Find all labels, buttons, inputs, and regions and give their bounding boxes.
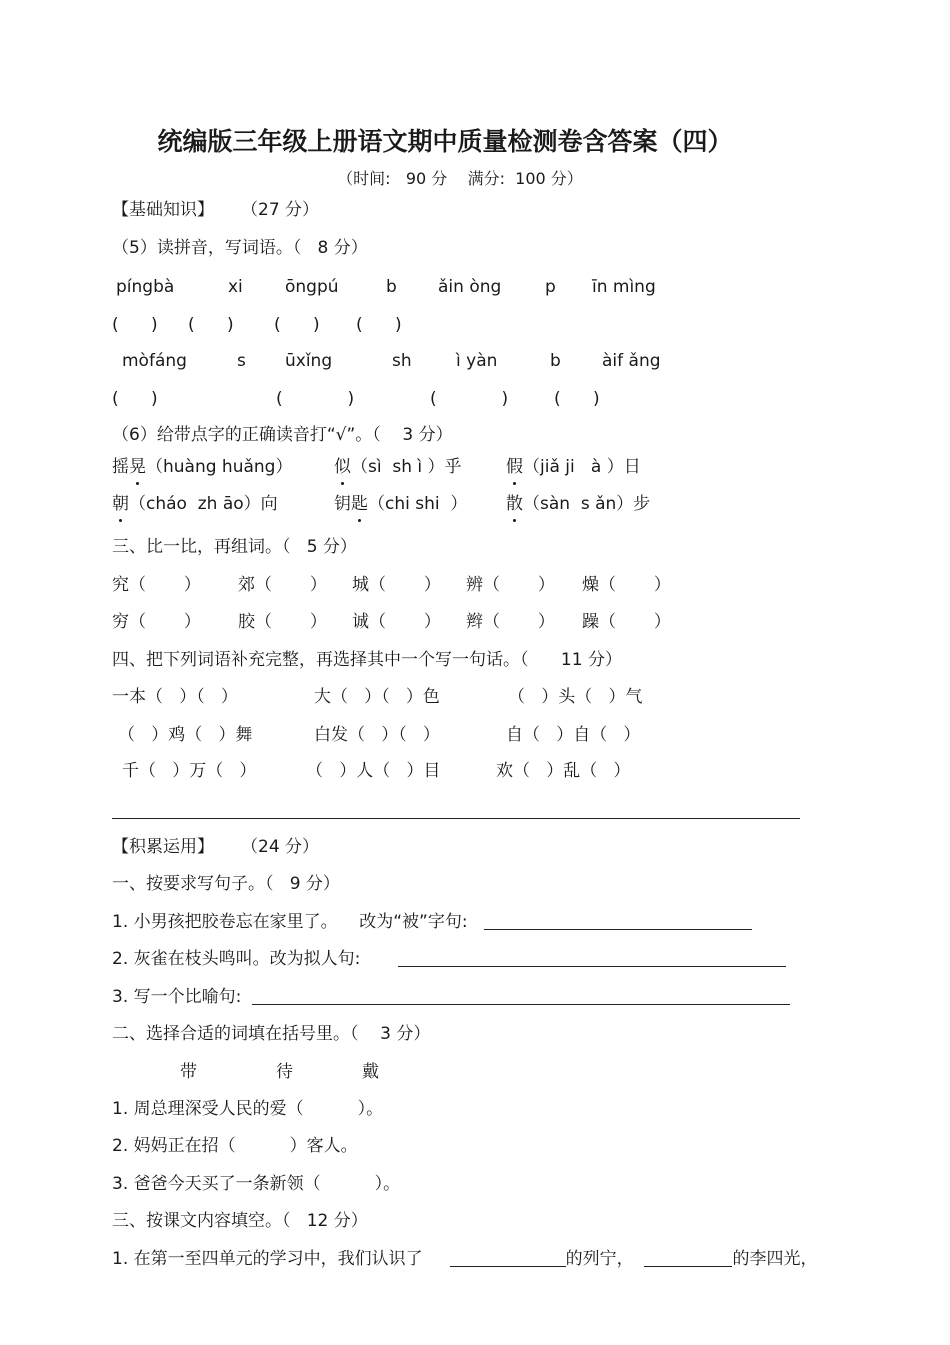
fill-item-1: 1. 在第一至四单元的学习中，我们认识了 的列宁， 的李四光， bbox=[112, 1249, 818, 1269]
answer-line[interactable] bbox=[450, 1248, 566, 1267]
answer-line[interactable] bbox=[644, 1248, 732, 1267]
pinyin-text: p bbox=[545, 277, 556, 297]
answer-blank[interactable]: ( ) bbox=[274, 315, 320, 335]
question-idiom-label: 四、把下列词语补充完整，再选择其中一个写一句话。（ 11 分） bbox=[112, 650, 622, 670]
compare-item[interactable]: 城（ ） bbox=[352, 575, 441, 595]
pinyin-text: mòfáng bbox=[122, 351, 187, 371]
idiom-item[interactable]: （ ）头（ ）气 bbox=[508, 687, 643, 707]
answer-blank[interactable]: ( ) bbox=[188, 315, 234, 335]
question-pinyin-label: （5）读拼音，写词语。（ 8 分） bbox=[112, 238, 368, 258]
section-basic-knowledge-header: 【基础知识】 （27 分） bbox=[112, 200, 320, 220]
compare-item[interactable]: 躁（ ） bbox=[582, 612, 671, 632]
compare-item[interactable]: 诚（ ） bbox=[352, 612, 441, 632]
pinyin-text: īn mìng bbox=[592, 277, 656, 297]
idiom-item[interactable]: 大（ ）（ ）色 bbox=[314, 687, 440, 707]
choice-word: 戴 bbox=[362, 1062, 379, 1082]
pinyin-text: ǎin òng bbox=[438, 277, 502, 297]
dotted-character: 似 bbox=[334, 457, 351, 477]
answer-blank[interactable]: ( ) bbox=[112, 315, 158, 335]
pinyin-text: sh bbox=[392, 351, 412, 371]
compare-item[interactable]: 穷（ ） bbox=[112, 612, 201, 632]
sentence-item-2: 2. 灰雀在枝头鸣叫。改为拟人句: bbox=[112, 947, 786, 971]
page-title: 统编版三年级上册语文期中质量检测卷含答案（四） bbox=[157, 127, 733, 156]
compare-item[interactable]: 燥（ ） bbox=[582, 575, 671, 595]
choice-word: 带 bbox=[180, 1062, 197, 1082]
answer-line[interactable] bbox=[398, 948, 786, 967]
pinyin-text: ūxǐng bbox=[285, 351, 333, 371]
sentence-item-3: 3. 写一个比喻句: bbox=[112, 985, 790, 1009]
compare-item[interactable]: 胶（ ） bbox=[238, 612, 327, 632]
section-application-header: 【积累运用】 （24 分） bbox=[112, 837, 320, 857]
idiom-item[interactable]: 一本（ ）（ ） bbox=[112, 687, 238, 707]
compare-item[interactable]: 辨（ ） bbox=[466, 575, 555, 595]
answer-line[interactable] bbox=[484, 911, 752, 930]
compare-item[interactable]: 究（ ） bbox=[112, 575, 201, 595]
dotted-character: 晃 bbox=[129, 457, 146, 477]
pinyin-text: ōngpú bbox=[285, 277, 339, 297]
sentence-item-1: 1. 小男孩把胶卷忘在家里了。 改为“被”字句: bbox=[112, 910, 752, 934]
dotted-character: 朝 bbox=[112, 494, 129, 514]
pinyin-text: b bbox=[386, 277, 397, 297]
answer-blank[interactable]: ( ) bbox=[112, 389, 158, 409]
pronunciation-item[interactable]: 摇晃（huàng huǎng） bbox=[112, 457, 293, 477]
pinyin-text: ì yàn bbox=[456, 351, 498, 371]
idiom-item[interactable]: 千（ ）万（ ） bbox=[122, 761, 257, 781]
choose-item-2[interactable]: 2. 妈妈正在招（ ）客人。 bbox=[112, 1136, 358, 1156]
idiom-item[interactable]: 自（ ）自（ ） bbox=[506, 725, 641, 745]
idiom-item[interactable]: （ ）鸡（ ）舞 bbox=[118, 725, 253, 745]
pinyin-text: xi bbox=[228, 277, 243, 297]
answer-blank[interactable]: ( ) bbox=[276, 389, 355, 409]
question-choose-label: 二、选择合适的词填在括号里。（ 3 分） bbox=[112, 1024, 431, 1044]
pronunciation-item[interactable]: 钥匙（chi shi ） bbox=[334, 494, 468, 514]
pronunciation-item[interactable]: 假（jiǎ ji à ）日 bbox=[506, 457, 641, 477]
dotted-character: 匙 bbox=[351, 494, 368, 514]
choose-item-3[interactable]: 3. 爸爸今天买了一条新领（ ）。 bbox=[112, 1174, 401, 1194]
question-pronunciation-label: （6）给带点字的正确读音打“√”。（ 3 分） bbox=[112, 425, 453, 445]
answer-blank[interactable]: ( ) bbox=[356, 315, 402, 335]
idiom-item[interactable]: 白发（ ）（ ） bbox=[314, 725, 440, 745]
answer-line[interactable] bbox=[252, 986, 790, 1005]
question-compare-label: 三、比一比，再组词。（ 5 分） bbox=[112, 537, 357, 557]
exam-time-score: （时间: 90 分 满分: 100 分） bbox=[337, 169, 583, 188]
compare-item[interactable]: 辫（ ） bbox=[466, 612, 555, 632]
dotted-character: 假 bbox=[506, 457, 523, 477]
pronunciation-item[interactable]: 散（sàn s ǎn）步 bbox=[506, 494, 651, 514]
pronunciation-item[interactable]: 似（sì sh ì ）乎 bbox=[334, 457, 462, 477]
answer-blank[interactable]: ( ) bbox=[430, 389, 509, 409]
pronunciation-item[interactable]: 朝（cháo zh āo）向 bbox=[112, 494, 278, 514]
choose-item-1[interactable]: 1. 周总理深受人民的爱（ ）。 bbox=[112, 1099, 384, 1119]
idiom-item[interactable]: （ ）人（ ）目 bbox=[306, 761, 441, 781]
choice-word: 待 bbox=[276, 1062, 293, 1082]
idiom-item[interactable]: 欢（ ）乱（ ） bbox=[496, 761, 631, 781]
pinyin-text: àif ǎng bbox=[602, 351, 661, 371]
sentence-answer-line[interactable] bbox=[112, 818, 800, 819]
pinyin-text: píngbà bbox=[116, 277, 175, 297]
pinyin-text: b bbox=[550, 351, 561, 371]
pinyin-text: s bbox=[237, 351, 246, 371]
question-fill-label: 三、按课文内容填空。（ 12 分） bbox=[112, 1211, 368, 1231]
compare-item[interactable]: 郊（ ） bbox=[238, 575, 327, 595]
question-sentences-label: 一、按要求写句子。（ 9 分） bbox=[112, 874, 340, 894]
dotted-character: 散 bbox=[506, 494, 523, 514]
answer-blank[interactable]: ( ) bbox=[554, 389, 600, 409]
